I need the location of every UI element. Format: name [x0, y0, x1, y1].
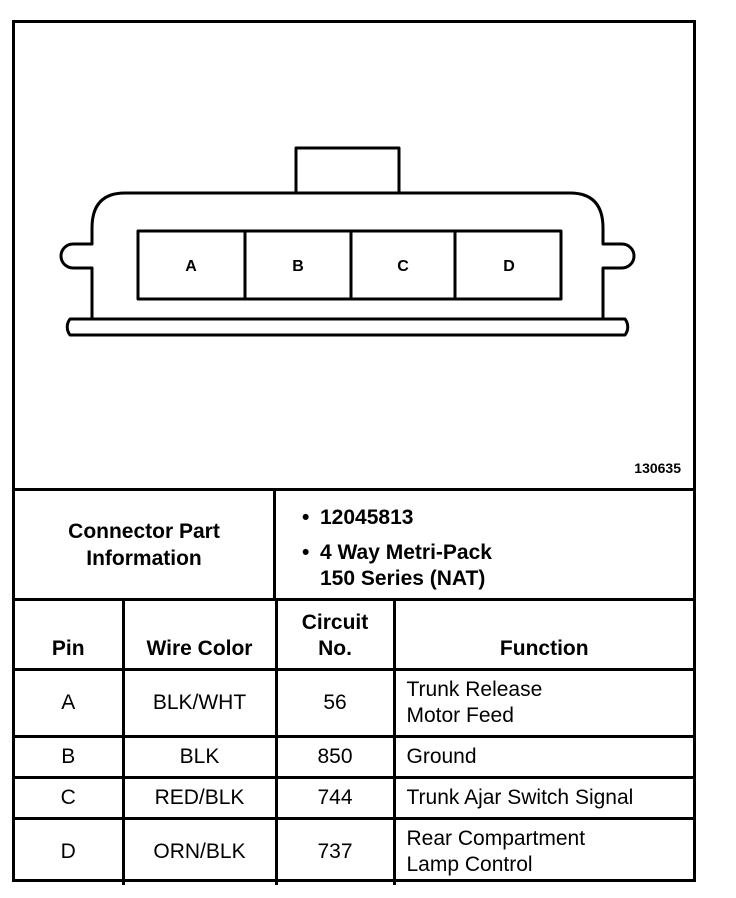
part-number-item [302, 505, 414, 531]
cell-pin: B [15, 737, 123, 778]
table-header-row [15, 600, 693, 670]
connector-type-line: 150 Series (NAT) [320, 567, 486, 590]
cell-pin: C [15, 778, 123, 819]
cell-wire-color: RED/BLK [123, 778, 276, 819]
connector-part-information [15, 488, 693, 598]
cell-circuit: 737 [276, 819, 394, 885]
pin-label-c: C [397, 258, 409, 275]
cell-function [394, 778, 693, 819]
cell-function [394, 819, 693, 885]
table-row [15, 819, 693, 885]
pin-label-b: B [292, 258, 304, 275]
part-info-label [15, 491, 276, 598]
bullet: • [302, 541, 310, 564]
function-line: Trunk Release [406, 678, 543, 701]
pin-table [15, 598, 693, 885]
cell-function [394, 670, 693, 737]
cell-circuit: 850 [276, 737, 394, 778]
function-line: Trunk Ajar Switch Signal [406, 786, 634, 809]
table-row [15, 778, 693, 819]
function-line: Ground [406, 745, 477, 768]
cell-function [394, 737, 693, 778]
header-circuit-line: No. [318, 637, 352, 660]
header-circuit-no [276, 600, 394, 670]
header-function: Function [394, 600, 693, 670]
figure-id: 130635 [634, 460, 681, 476]
cell-pin: A [15, 670, 123, 737]
header-wire-color: Wire Color [123, 600, 276, 670]
connector-type-item [302, 540, 492, 592]
cell-circuit: 56 [276, 670, 394, 737]
table-row [15, 737, 693, 778]
connector-type-line: 4 Way Metri-Pack [320, 541, 492, 564]
connector-reference-frame [12, 20, 696, 882]
function-line: Rear Compartment [406, 827, 586, 851]
part-info-label-line: Information [86, 546, 202, 570]
locking-tab [296, 148, 399, 195]
table-row [15, 670, 693, 737]
part-info-list [276, 491, 693, 598]
function-line: Lamp Control [406, 853, 533, 877]
part-info-label-line: Connector Part [68, 519, 220, 543]
bullet: • [302, 506, 310, 529]
connector-bottom-rail [67, 319, 628, 335]
cell-circuit: 744 [276, 778, 394, 819]
header-circuit-line: Circuit [301, 611, 369, 634]
cell-wire-color: BLK/WHT [123, 670, 276, 737]
connector-outline-svg [15, 23, 693, 488]
connector-diagram [15, 23, 693, 488]
pin-label-d: D [503, 258, 515, 275]
part-number: 12045813 [320, 506, 414, 529]
header-pin: Pin [15, 600, 123, 670]
cell-pin: D [15, 819, 123, 885]
cell-wire-color: BLK [123, 737, 276, 778]
cell-wire-color: ORN/BLK [123, 819, 276, 885]
function-line: Motor Feed [406, 704, 514, 727]
pin-label-a: A [185, 258, 197, 275]
